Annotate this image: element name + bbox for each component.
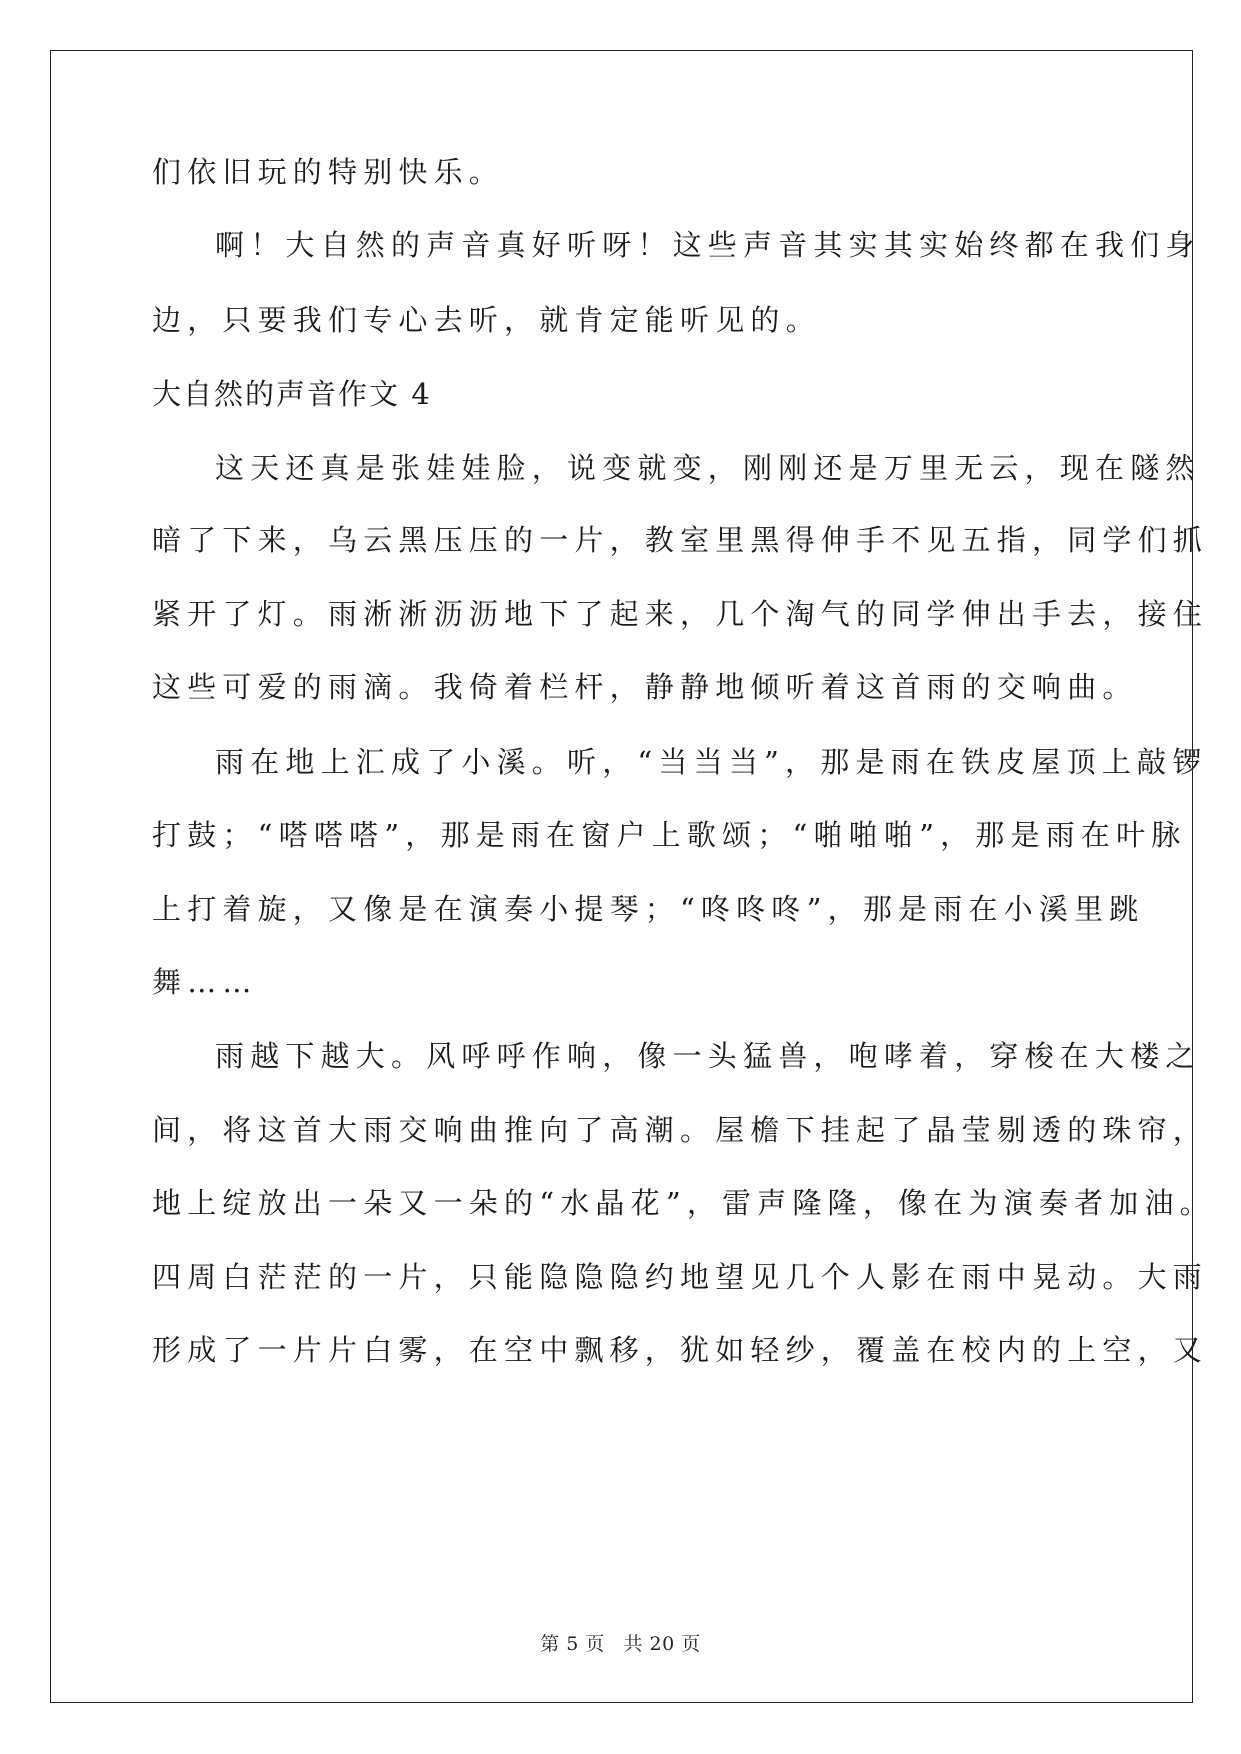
paragraph-line: 暗了下来，乌云黑压压的一片，教室里黑得伸手不见五指，同学们抓 <box>152 523 1209 557</box>
paragraph-line: 四周白茫茫的一片，只能隐隐隐约地望见几个人影在雨中晃动。大雨 <box>152 1260 1209 1294</box>
page-total: 共 20 页 <box>623 1633 701 1655</box>
paragraph-line: 雨在地上汇成了小溪。听，“当当当”，那是雨在铁皮屋顶上敲锣 <box>215 745 1208 779</box>
page-number: 第 5 页 <box>540 1633 605 1655</box>
paragraph-line: 这些可爱的雨滴。我倚着栏杆，静静地倾听着这首雨的交响曲。 <box>152 670 1138 704</box>
paragraph-line: 打鼓；“嗒嗒嗒”，那是雨在窗户上歌颂；“啪啪啪”，那是雨在叶脉 <box>152 818 1187 852</box>
section-heading: 大自然的声音作文 4 <box>152 377 432 411</box>
page-border <box>50 50 1193 1703</box>
paragraph-line: 上打着旋，又像是在演奏小提琴；“咚咚咚”，那是雨在小溪里跳 <box>152 892 1145 926</box>
paragraph-line: 边，只要我们专心去听，就肯定能听见的。 <box>152 303 821 337</box>
paragraph-line: 地上绽放出一朵又一朵的“水晶花”，雷声隆隆，像在为演奏者加油。 <box>152 1186 1215 1220</box>
paragraph-line: 们依旧玩的特别快乐。 <box>152 155 505 189</box>
paragraph-line: 这天还真是张娃娃脸，说变就变，刚刚还是万里无云，现在隧然 <box>215 451 1201 485</box>
page-footer <box>0 1629 1241 1656</box>
paragraph-line: 形成了一片片白雾，在空中飘移，犹如轻纱，覆盖在校内的上空，又 <box>152 1333 1209 1367</box>
paragraph-line: 紧开了灯。雨淅淅沥沥地下了起来，几个淘气的同学伸出手去，接住 <box>152 597 1209 631</box>
paragraph-line: 雨越下越大。风呼呼作响，像一头猛兽，咆哮着，穿梭在大楼之 <box>215 1039 1201 1073</box>
paragraph-line: 啊！大自然的声音真好听呀！这些声音其实其实始终都在我们身 <box>215 228 1201 262</box>
paragraph-line: 舞…… <box>152 965 258 999</box>
paragraph-line: 间，将这首大雨交响曲推向了高潮。屋檐下挂起了晶莹剔透的珠帘， <box>152 1113 1209 1147</box>
